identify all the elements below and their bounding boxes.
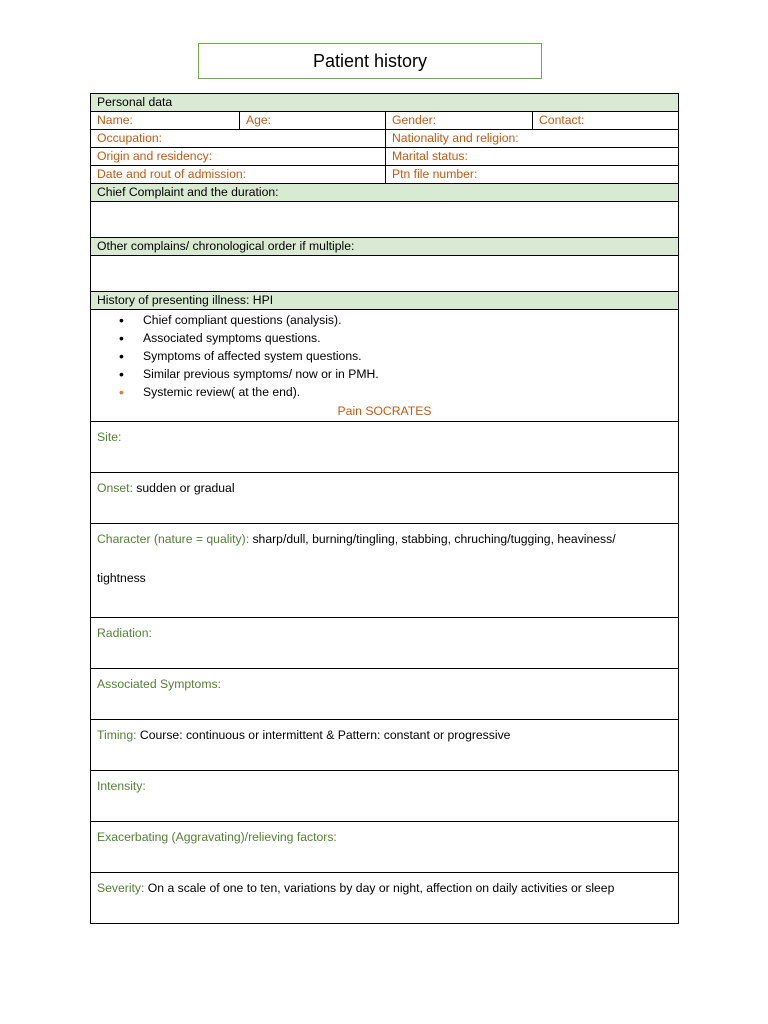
patient-history-form bbox=[90, 93, 679, 924]
personal-row-4 bbox=[91, 166, 679, 184]
nationality-field[interactable]: Nationality and religion: bbox=[386, 130, 679, 148]
marital-status-field[interactable]: Marital status: bbox=[386, 148, 679, 166]
intensity-field[interactable] bbox=[91, 771, 679, 822]
hpi-item: • Symptoms of affected system questions. bbox=[97, 347, 672, 365]
onset-field[interactable] bbox=[91, 473, 679, 524]
associated-symptoms-row bbox=[91, 669, 679, 720]
character-text: sharp/dull, burning/tingling, stabbing, chruching/tugging, heaviness/ bbox=[249, 532, 616, 546]
hpi-list bbox=[97, 311, 672, 401]
exacerbating-label: Exacerbating (Aggravating)/relieving factors: bbox=[97, 830, 337, 844]
radiation-row bbox=[91, 618, 679, 669]
chief-complaint-row bbox=[91, 202, 679, 238]
radiation-label: Radiation: bbox=[97, 626, 152, 640]
hpi-header-row bbox=[91, 292, 679, 310]
hpi-list-row bbox=[91, 310, 679, 422]
file-number-field[interactable]: Ptn file number: bbox=[386, 166, 679, 184]
timing-field[interactable] bbox=[91, 720, 679, 771]
other-complaints-field[interactable] bbox=[91, 256, 679, 292]
hpi-item: • Chief compliant questions (analysis). bbox=[97, 311, 672, 329]
personal-row-2 bbox=[91, 130, 679, 148]
associated-symptoms-label: Associated Symptoms: bbox=[97, 677, 221, 691]
severity-row bbox=[91, 873, 679, 924]
onset-text: sudden or gradual bbox=[132, 481, 235, 495]
hpi-header: History of presenting illness: HPI bbox=[91, 292, 679, 310]
personal-data-header: Personal data bbox=[91, 94, 679, 112]
severity-label: Severity: bbox=[97, 881, 145, 895]
intensity-label: Intensity: bbox=[97, 779, 146, 793]
timing-row bbox=[91, 720, 679, 771]
timing-text: Course: continuous or intermittent & Pattern: constant or progressive bbox=[136, 728, 511, 742]
pain-socrates-title: Pain SOCRATES bbox=[337, 404, 432, 418]
severity-text: On a scale of one to ten, variations by day or night, affection on daily activities or sleep bbox=[144, 881, 615, 895]
chief-complaint-header-row bbox=[91, 184, 679, 202]
onset-row bbox=[91, 473, 679, 524]
personal-row-3 bbox=[91, 148, 679, 166]
site-field[interactable] bbox=[91, 422, 679, 473]
severity-field[interactable] bbox=[91, 873, 679, 924]
chief-complaint-header: Chief Complaint and the duration: bbox=[91, 184, 679, 202]
associated-symptoms-field[interactable] bbox=[91, 669, 679, 720]
origin-field[interactable]: Origin and residency: bbox=[91, 148, 386, 166]
other-complaints-header-row bbox=[91, 238, 679, 256]
hpi-item: • Associated symptoms questions. bbox=[97, 329, 672, 347]
hpi-list-cell bbox=[91, 310, 679, 422]
admission-field[interactable]: Date and rout of admission: bbox=[91, 166, 386, 184]
exacerbating-row bbox=[91, 822, 679, 873]
exacerbating-field[interactable] bbox=[91, 822, 679, 873]
chief-complaint-field[interactable] bbox=[91, 202, 679, 238]
other-complaints-header: Other complains/ chronological order if multiple: bbox=[91, 238, 679, 256]
character-row bbox=[91, 524, 679, 618]
character-text-continued: tightness bbox=[97, 571, 146, 585]
character-label: Character (nature = quality): bbox=[97, 532, 250, 546]
contact-field[interactable]: Contact: bbox=[533, 112, 679, 130]
age-field[interactable]: Age: bbox=[240, 112, 386, 130]
hpi-item: • Similar previous symptoms/ now or in PMH. bbox=[97, 365, 672, 383]
page-title: Patient history bbox=[198, 43, 542, 79]
personal-row-1 bbox=[91, 112, 679, 130]
other-complaints-row bbox=[91, 256, 679, 292]
timing-label: Timing: bbox=[97, 728, 137, 742]
character-field[interactable] bbox=[91, 524, 679, 618]
hpi-item: • Systemic review( at the end). bbox=[97, 383, 672, 401]
site-label: Site: bbox=[97, 430, 122, 444]
radiation-field[interactable] bbox=[91, 618, 679, 669]
occupation-field[interactable]: Occupation: bbox=[91, 130, 386, 148]
onset-label: Onset: bbox=[97, 481, 133, 495]
personal-data-header-row bbox=[91, 94, 679, 112]
site-row bbox=[91, 422, 679, 473]
intensity-row bbox=[91, 771, 679, 822]
name-field[interactable]: Name: bbox=[91, 112, 240, 130]
gender-field[interactable]: Gender: bbox=[386, 112, 533, 130]
